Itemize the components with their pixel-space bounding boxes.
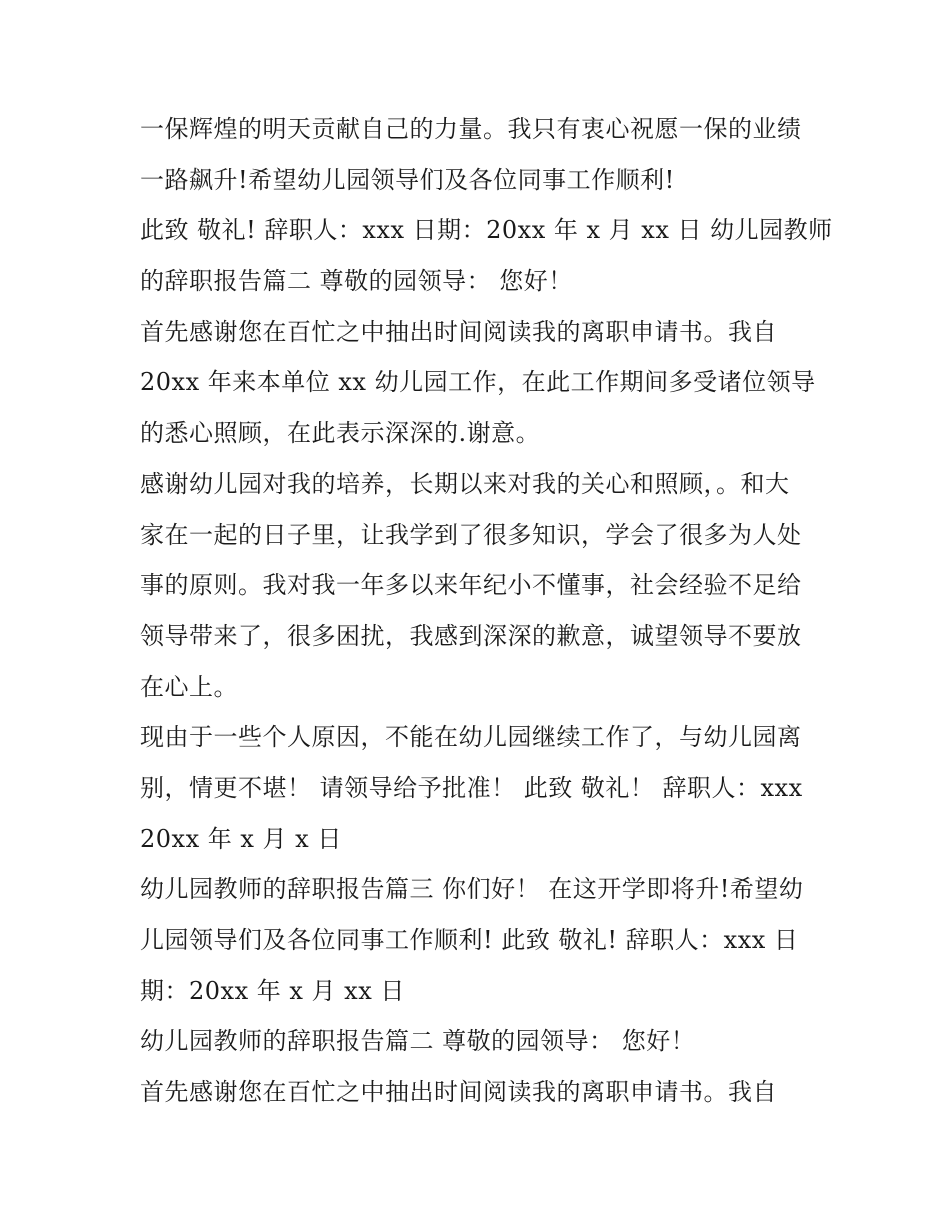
document-body [140,104,833,1118]
text-line: 别，情更不堪！ 请领导给予批准！ 此致 敬礼！ 辞职人：xxx [140,773,803,802]
text-line: 在心上。 [140,672,238,701]
text-line: 首先感谢您在百忙之中抽出时间阅读我的离职申请书。我自 [140,317,777,346]
text-line: 现由于一些个人原因，不能在幼儿园继续工作了，与幼儿园离 [140,723,802,752]
text-line: 首先感谢您在百忙之中抽出时间阅读我的离职申请书。我自 [140,1078,777,1107]
text-line: 幼儿园教师的辞职报告篇三 你们好！ 在这开学即将升!希望幼 [140,875,804,904]
text-line: 家在一起的日子里，让我学到了很多知识，学会了很多为人处 [140,520,802,549]
text-line: 一保辉煌的明天贡献自己的力量。我只有衷心祝愿一保的业绩 [140,115,802,143]
text-line: 一路飙升!希望幼儿园领导们及各位同事工作顺利! [140,165,675,194]
text-line: 期：20xx 年 x 月 xx 日 [140,976,405,1005]
text-line: 幼儿园教师的辞职报告篇二 尊敬的园领导： 您好！ [140,1027,696,1056]
text-line: 此致 敬礼! 辞职人：xxx 日期：20xx 年 x 月 xx 日 幼儿园教师 [140,216,833,245]
text-line: 20xx 年来本单位 xx 幼儿园工作，在此工作期间多受诸位领导 [140,368,816,397]
text-line: 的悉心照顾，在此表示深深的.谢意。 [140,419,541,448]
text-line: 感谢幼儿园对我的培养，长期以来对我的关心和照顾，。和大 [140,469,790,498]
text-line: 20xx 年 x 月 x 日 [140,824,342,853]
text-line: 领导带来了，很多困扰，我感到深深的歉意，诚望领导不要放 [140,621,802,650]
text-line: 的辞职报告篇二 尊敬的园领导： 您好！ [140,267,573,296]
text-line: 事的原则。我对我一年多以来年纪小不懂事，社会经验不足给 [140,571,802,600]
text-line: 儿园领导们及各位同事工作顺利! 此致 敬礼! 辞职人：xxx 日 [140,926,799,954]
